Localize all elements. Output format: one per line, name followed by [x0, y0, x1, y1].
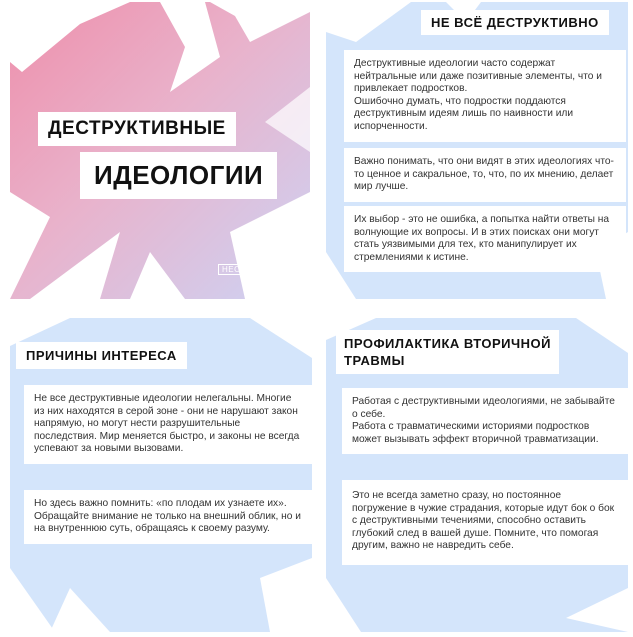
card4-title [336, 330, 559, 374]
shard-shape [250, 318, 312, 358]
shard-shape [326, 578, 361, 632]
card-reasons-of-interest [10, 318, 312, 632]
cover-panel [10, 2, 310, 299]
shard-shape [10, 568, 55, 632]
card2-paragraph-1: Деструктивные идеологии часто содержат нейтральные или даже позитивные элементы, что и привлекает подростков. [354, 58, 602, 95]
card2-paragraph-2: Ошибочно думать, что подростки поддаются деструктивным идеям лишь по наивности или испорченности. [354, 95, 574, 132]
card3-text-block-1 [24, 385, 312, 464]
card3-paragraph-2: Но здесь важно помнить: «по плодам их узнаете их». Обращайте внимание не только на внешний облик, но и на внутреннюю суть, обращаясь к своему разуму. [34, 498, 301, 535]
card4-text-block-1 [342, 388, 628, 454]
card2-paragraph-3: Важно понимать, что они видят в этих идеологиях что-то ценное и сакральное, то, что, по их мнению, делает мир лучше. [354, 156, 614, 193]
card2-title: НЕ ВСЁ ДЕСТРУКТИВНО [421, 10, 609, 35]
card2-text-block-1 [344, 50, 626, 142]
shard-shape [566, 588, 628, 632]
card3-text-block-2 [24, 490, 312, 544]
card4-title-line1: ПРОФИЛАКТИКА ВТОРИЧНОЙ [344, 336, 551, 351]
card3-paragraph-1: Не все деструктивные идеологии нелегальны. Многие из них находятся в серой зоне - они не нарушают закон напрямую, но могут нести разрушительные последствия. Мир меняется быстро, и законы не всегда успевают за новыми вызовами. [34, 393, 300, 455]
card2-text-block-3 [344, 206, 626, 272]
cover-background [10, 2, 310, 299]
card3-title: ПРИЧИНЫ ИНТЕРЕСА [16, 342, 187, 369]
brand-label: НЕОЧЕВИДНОЕ [218, 264, 293, 275]
card-not-all-destructive [326, 2, 628, 299]
card2-paragraph-4: Их выбор - это не ошибка, а попытка найти ответы на волнующие их вопросы. И в этих поисках они могут стать уязвимыми для тех, кто манипулирует их стремлениями к истине. [354, 214, 610, 263]
card-secondary-trauma [326, 318, 628, 632]
cover-title-line1: ДЕСТРУКТИВНЫЕ [38, 112, 236, 146]
card4-paragraph-2: Работа с травматическими историями подростков может вызывать эффект вторичной травматизации. [352, 421, 599, 445]
card4-text-block-2 [342, 480, 628, 565]
card4-paragraph-1: Работая с деструктивными идеологиями, не забывайте о себе. [352, 396, 615, 420]
shard-shape [576, 318, 628, 353]
shard-shape [260, 558, 312, 632]
cover-title-line2: ИДЕОЛОГИИ [80, 152, 277, 199]
shard-shape [326, 2, 411, 42]
shard-shape [50, 588, 110, 632]
card4-title-line2: ТРАВМЫ [344, 353, 405, 368]
card4-paragraph-3: Это не всегда заметно сразу, но постоянное погружение в чужие страдания, которые идут бок о бок с деструктивными течениями, способно оставить глубокий след в вашей душе. Помните, что помогая другим, важно не навредить себе. [352, 490, 615, 552]
card2-text-block-2 [344, 148, 626, 202]
